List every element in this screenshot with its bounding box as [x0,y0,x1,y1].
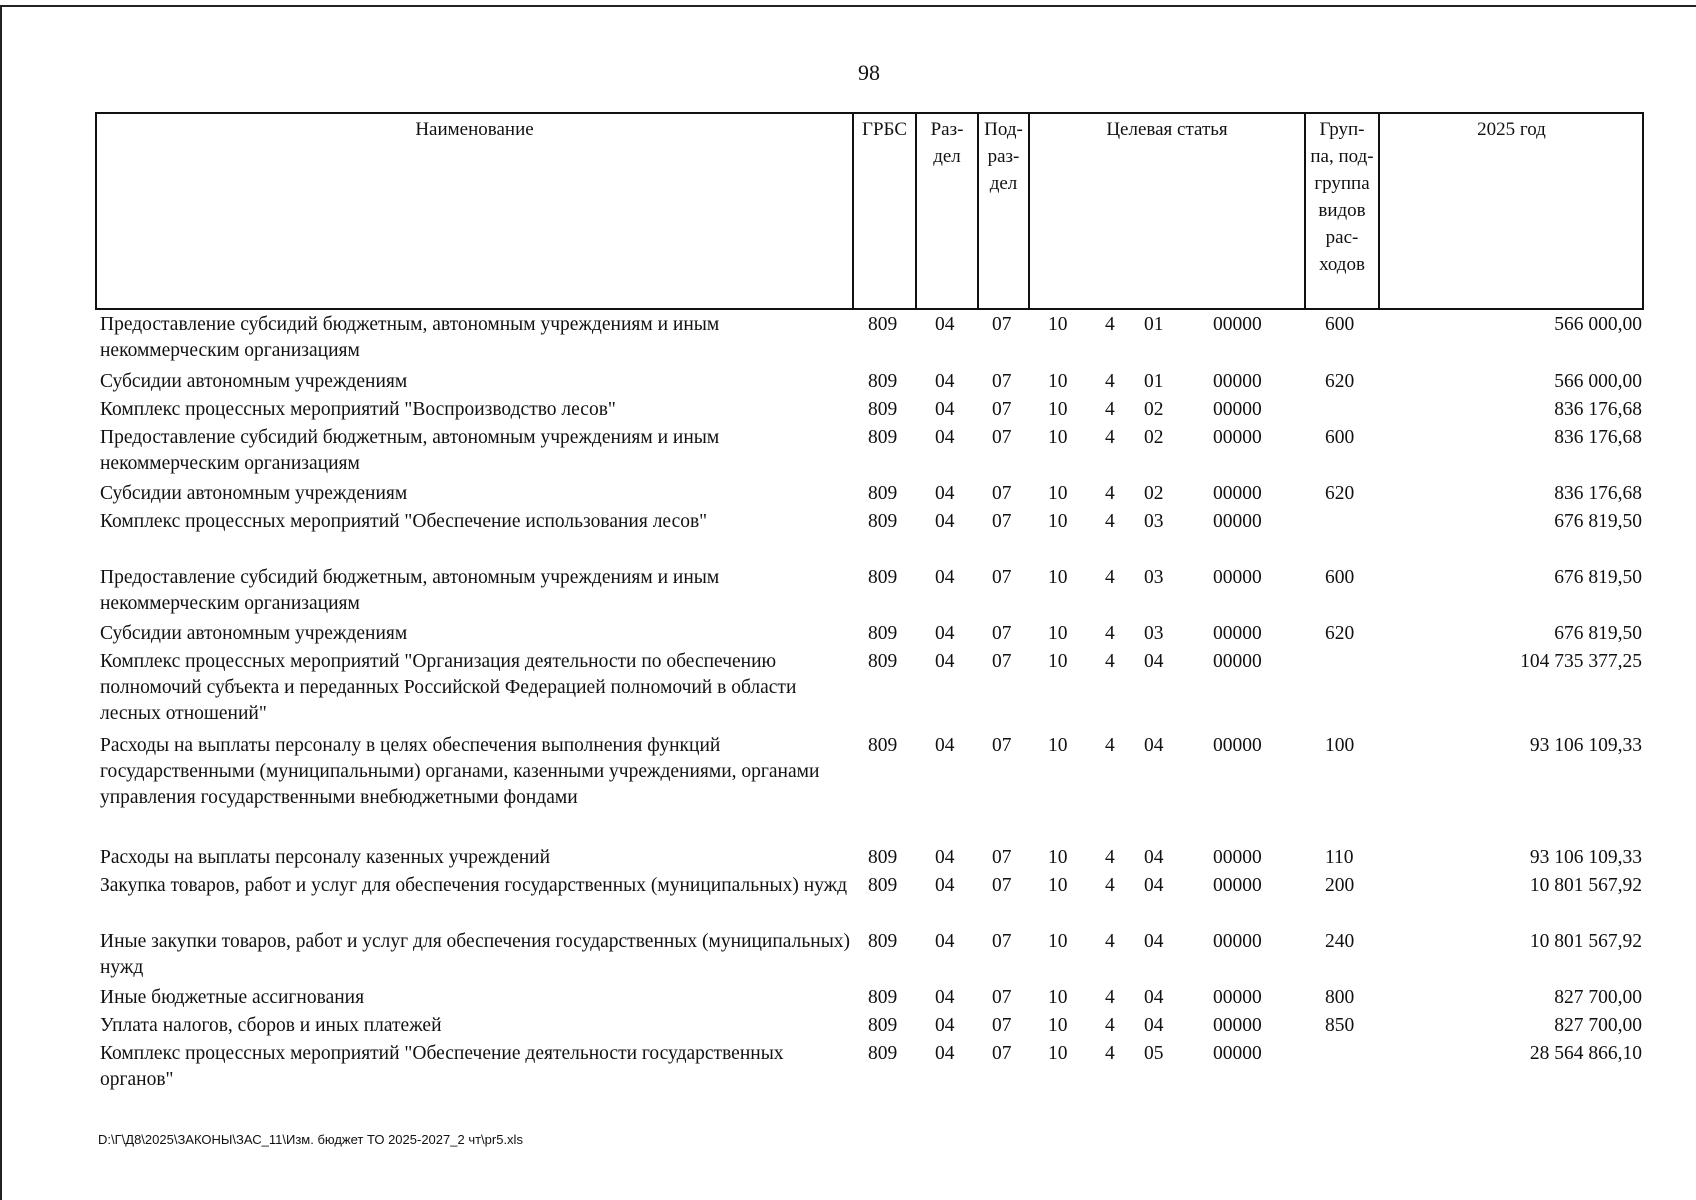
row-podrazdel: 07 [992,847,1012,868]
row-razdel: 04 [935,567,955,588]
row-amount: 10 801 567,92 [1529,875,1642,896]
row-name: Иные бюджетные ассигнования [100,987,365,1008]
row-podrazdel: 07 [992,399,1012,420]
row-amount: 836 176,68 [1554,483,1642,504]
row-razdel: 04 [935,371,955,392]
row-podrazdel: 07 [992,931,1012,952]
row-target-program: 10 [1048,427,1068,448]
row-target-direction: 00000 [1213,987,1262,1008]
row-target-element: 02 [1144,483,1164,504]
row-expense-group: 620 [1325,483,1355,504]
header-grbs-label: ГРБС [861,119,907,140]
row-grbs: 809 [868,567,898,588]
row-target-direction: 00000 [1213,1015,1262,1036]
row-amount: 827 700,00 [1554,987,1642,1008]
row-target-element: 05 [1144,1043,1164,1064]
row-target-type: 4 [1105,371,1115,392]
header-group-line: группа [1314,173,1370,194]
row-name: Предоставление субсидий бюджетным, автономным учреждениям и иным некоммерческим организациям [100,427,720,474]
row-target-type: 4 [1105,735,1115,756]
row-podrazdel: 07 [992,623,1012,644]
row-target-program: 10 [1048,623,1068,644]
row-target-type: 4 [1105,651,1115,672]
row-target-program: 10 [1048,735,1068,756]
header-podrazdel-line: раз- [987,146,1020,167]
header-group [1306,114,1378,308]
row-amount: 676 819,50 [1554,623,1642,644]
row-target-type: 4 [1105,623,1115,644]
row-target-program: 10 [1048,511,1068,532]
row-target-direction: 00000 [1213,483,1262,504]
row-amount: 28 564 866,10 [1529,1043,1642,1064]
row-name: Расходы на выплаты персоналу в целях обеспечения выполнения функций государственными (муниципальными) органами, казенными учреждениями, органами управления государственными внебюджетными фондами [100,735,820,808]
row-target-program: 10 [1048,987,1068,1008]
row-razdel: 04 [935,399,955,420]
header-year [1380,114,1643,308]
row-target-type: 4 [1105,1043,1115,1064]
row-target-program: 10 [1048,399,1068,420]
header-name [97,114,852,308]
row-amount: 93 106 109,33 [1529,847,1642,868]
row-razdel: 04 [935,931,955,952]
row-amount: 93 106 109,33 [1529,735,1642,756]
row-name: Субсидии автономным учреждениям [100,483,408,504]
header-group-line: рас- [1325,227,1359,248]
row-target-direction: 00000 [1213,623,1262,644]
row-name: Комплекс процессных мероприятий "Организация деятельности по обеспечению полномочий субъекта и переданных Российской Федерацией полномочий в области лесных отношений" [100,651,797,724]
row-target-program: 10 [1048,567,1068,588]
row-amount: 566 000,00 [1554,371,1642,392]
row-grbs: 809 [868,371,898,392]
row-amount: 566 000,00 [1554,314,1642,335]
row-razdel: 04 [935,735,955,756]
row-podrazdel: 07 [992,651,1012,672]
row-target-direction: 00000 [1213,651,1262,672]
header-year-label: 2025 год [1477,119,1546,140]
row-target-direction: 00000 [1213,314,1262,335]
row-grbs: 809 [868,735,898,756]
row-podrazdel: 07 [992,427,1012,448]
row-expense-group: 240 [1325,931,1355,952]
header-target-label: Целевая статья [1106,119,1228,140]
row-target-element: 04 [1144,651,1164,672]
row-grbs: 809 [868,314,898,335]
header-group-line: па, под- [1310,146,1374,167]
row-target-program: 10 [1048,651,1068,672]
row-target-element: 03 [1144,623,1164,644]
row-target-program: 10 [1048,931,1068,952]
table-header [95,112,1644,310]
row-name: Комплекс процессных мероприятий "Обеспечение использования лесов" [100,511,708,532]
row-grbs: 809 [868,399,898,420]
row-razdel: 04 [935,651,955,672]
row-podrazdel: 07 [992,735,1012,756]
row-target-direction: 00000 [1213,511,1262,532]
row-target-type: 4 [1105,399,1115,420]
row-target-type: 4 [1105,987,1115,1008]
row-target-element: 04 [1144,1015,1164,1036]
row-grbs: 809 [868,847,898,868]
row-amount: 836 176,68 [1554,427,1642,448]
row-grbs: 809 [868,1015,898,1036]
row-target-direction: 00000 [1213,427,1262,448]
row-target-direction: 00000 [1213,931,1262,952]
row-podrazdel: 07 [992,1015,1012,1036]
row-amount: 676 819,50 [1554,511,1642,532]
row-target-direction: 00000 [1213,875,1262,896]
row-target-type: 4 [1105,427,1115,448]
row-name: Субсидии автономным учреждениям [100,623,408,644]
row-razdel: 04 [935,1015,955,1036]
row-target-type: 4 [1105,483,1115,504]
row-name: Расходы на выплаты персоналу казенных учреждений [100,847,551,868]
row-target-type: 4 [1105,931,1115,952]
row-amount: 676 819,50 [1554,567,1642,588]
row-grbs: 809 [868,651,898,672]
row-name: Предоставление субсидий бюджетным, автономным учреждениям и иным некоммерческим организациям [100,567,720,614]
row-target-direction: 00000 [1213,735,1262,756]
row-name: Комплекс процессных мероприятий "Воспроизводство лесов" [100,399,616,420]
row-target-direction: 00000 [1213,399,1262,420]
row-expense-group: 620 [1325,623,1355,644]
row-target-element: 03 [1144,511,1164,532]
row-grbs: 809 [868,875,898,896]
row-target-element: 04 [1144,735,1164,756]
row-razdel: 04 [935,314,955,335]
row-target-type: 4 [1105,314,1115,335]
header-podrazdel-line: Под- [984,119,1023,140]
row-grbs: 809 [868,483,898,504]
row-target-element: 04 [1144,875,1164,896]
header-group-line: видов [1318,200,1366,221]
row-razdel: 04 [935,1043,955,1064]
row-razdel: 04 [935,511,955,532]
row-grbs: 809 [868,511,898,532]
row-expense-group: 600 [1325,314,1355,335]
scan-border-top [0,5,1696,7]
row-expense-group: 800 [1325,987,1355,1008]
row-target-program: 10 [1048,875,1068,896]
row-target-direction: 00000 [1213,847,1262,868]
row-target-element: 01 [1144,314,1164,335]
row-expense-group: 850 [1325,1015,1355,1036]
row-expense-group: 200 [1325,875,1355,896]
row-podrazdel: 07 [992,314,1012,335]
row-podrazdel: 07 [992,483,1012,504]
row-target-program: 10 [1048,847,1068,868]
row-name: Закупка товаров, работ и услуг для обеспечения государственных (муниципальных) нужд [100,875,848,896]
row-target-program: 10 [1048,1043,1068,1064]
header-podrazdel-line: дел [989,173,1018,194]
header-razdel [917,114,977,308]
row-target-program: 10 [1048,1015,1068,1036]
row-target-element: 01 [1144,371,1164,392]
row-target-element: 04 [1144,931,1164,952]
row-target-type: 4 [1105,847,1115,868]
row-podrazdel: 07 [992,371,1012,392]
row-name: Комплекс процессных мероприятий "Обеспечение деятельности государственных органов" [100,1043,784,1090]
row-podrazdel: 07 [992,511,1012,532]
row-grbs: 809 [868,931,898,952]
header-name-label: Наименование [415,119,534,140]
row-grbs: 809 [868,623,898,644]
row-target-type: 4 [1105,567,1115,588]
row-razdel: 04 [935,427,955,448]
row-expense-group: 620 [1325,371,1355,392]
header-podrazdel [979,114,1028,308]
row-grbs: 809 [868,1043,898,1064]
row-target-program: 10 [1048,483,1068,504]
row-target-type: 4 [1105,875,1115,896]
header-target [1030,114,1304,308]
row-podrazdel: 07 [992,875,1012,896]
row-target-element: 04 [1144,987,1164,1008]
header-razdel-line: дел [933,146,961,167]
row-target-element: 02 [1144,427,1164,448]
row-amount: 104 735 377,25 [1520,651,1642,672]
row-grbs: 809 [868,987,898,1008]
row-name: Предоставление субсидий бюджетным, автономным учреждениям и иным некоммерческим организациям [100,314,720,361]
row-target-direction: 00000 [1213,371,1262,392]
row-podrazdel: 07 [992,1043,1012,1064]
row-target-element: 03 [1144,567,1164,588]
row-target-element: 04 [1144,847,1164,868]
row-razdel: 04 [935,483,955,504]
row-razdel: 04 [935,623,955,644]
page-number: 98 [858,60,880,85]
row-name: Иные закупки товаров, работ и услуг для обеспечения государственных (муниципальных) нужд [100,931,851,978]
row-target-type: 4 [1105,1015,1115,1036]
row-amount: 10 801 567,92 [1529,931,1642,952]
row-grbs: 809 [868,427,898,448]
row-expense-group: 600 [1325,427,1355,448]
header-grbs [854,114,915,308]
row-target-type: 4 [1105,511,1115,532]
header-group-line: Груп- [1319,119,1365,140]
row-target-program: 10 [1048,371,1068,392]
row-amount: 836 176,68 [1554,399,1642,420]
row-razdel: 04 [935,987,955,1008]
header-group-line: ходов [1319,254,1365,275]
row-expense-group: 100 [1325,735,1355,756]
row-amount: 827 700,00 [1554,1015,1642,1036]
row-target-direction: 00000 [1213,567,1262,588]
row-name: Уплата налогов, сборов и иных платежей [100,1015,442,1036]
row-expense-group: 600 [1325,567,1355,588]
row-target-program: 10 [1048,314,1068,335]
row-podrazdel: 07 [992,987,1012,1008]
row-target-direction: 00000 [1213,1043,1262,1064]
row-razdel: 04 [935,847,955,868]
file-path-footer: D:\Г\Д8\2025\ЗАКОНЫ\ЗАС_11\Изм. бюджет ТО 2025-2027_2 чт\pr5.xls [98,1132,523,1147]
row-name: Субсидии автономным учреждениям [100,371,408,392]
header-razdel-line: Раз- [930,119,964,140]
row-expense-group: 110 [1325,847,1354,868]
scan-border-left [0,5,2,1200]
row-podrazdel: 07 [992,567,1012,588]
row-target-element: 02 [1144,399,1164,420]
row-razdel: 04 [935,875,955,896]
